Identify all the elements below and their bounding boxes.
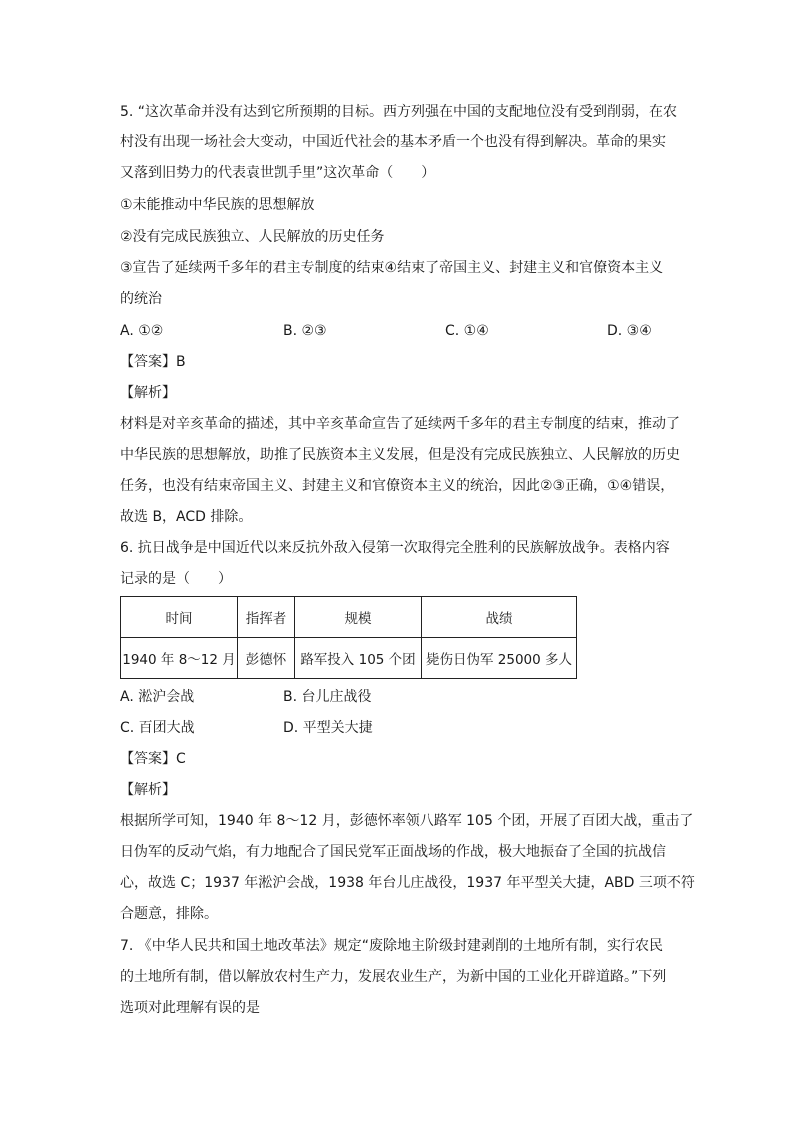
q5-stem-line: 5. “这次革命并没有达到它所预期的目标。西方列强在中国的支配地位没有受到削弱，在农 — [120, 104, 678, 120]
table-cell: 1940 年 8～12 月 — [121, 638, 238, 679]
q5-analysis-label: 【解析】 — [120, 385, 176, 401]
q6-analysis-label: 【解析】 — [120, 782, 176, 798]
q6-option-a: A. 淞沪会战 — [120, 689, 195, 705]
table-row — [121, 638, 577, 679]
table-cell: 毙伤日伪军 25000 多人 — [422, 638, 577, 679]
q6-option-c: C. 百团大战 — [120, 720, 195, 736]
q6-analysis-line: 根据所学可知，1940 年 8～12 月，彭德怀率领八路军 105 个团，开展了百团大战，重击了 — [120, 813, 694, 829]
q7-stem-line: 7. 《中华人民共和国土地改革法》规定“废除地主阶级封建剥削的土地所有制，实行农民 — [120, 938, 664, 954]
q5-item: ③宣告了延续两千多年的君主专制度的结束④结束了帝国主义、封建主义和官僚资本主义 — [120, 260, 664, 276]
q6-analysis-line: 合题意，排除。 — [120, 906, 218, 922]
q7-stem-line: 选项对此理解有误的是 — [120, 1000, 260, 1016]
q5-analysis-line: 材料是对辛亥革命的描述，其中辛亥革命宣告了延续两千多年的君主专制度的结束，推动了 — [120, 416, 680, 432]
q6-analysis-line: 日伪军的反动气焰，有力地配合了国民党军正面战场的作战，极大地振奋了全国的抗战信 — [120, 844, 666, 860]
table-cell: 路军投入 105 个团 — [295, 638, 422, 679]
q5-option-a: A. ①② — [120, 323, 164, 339]
table-header-row — [121, 597, 577, 638]
q6-analysis-line: 心，故选 C；1937 年淞沪会战，1938 年台儿庄战役，1937 年平型关大捷，ABD 三项不符 — [120, 875, 695, 891]
q5-analysis-line: 任务，也没有结束帝国主义、封建主义和官僚资本主义的统治，因此②③正确，①④错误， — [120, 478, 675, 494]
q7-stem-line: 的土地所有制，借以解放农村生产力，发展农业生产，为新中国的工业化开辟道路。”下列 — [120, 969, 667, 985]
q6-option-b: B. 台儿庄战役 — [283, 689, 372, 705]
q6-option-d: D. 平型关大捷 — [283, 720, 373, 736]
q5-stem-line: 又落到旧势力的代表袁世凯手里”这次革命（ ） — [120, 165, 436, 181]
battle-table — [120, 596, 577, 679]
q5-item: 的统治 — [120, 291, 162, 307]
q5-item: ②没有完成民族独立、人民解放的历史任务 — [120, 229, 385, 245]
q6-stem-line: 6. 抗日战争是中国近代以来反抗外敌入侵第一次取得完全胜利的民族解放战争。表格内容 — [120, 540, 670, 556]
q5-stem-line: 村没有出现一场社会大变动，中国近代社会的基本矛盾一个也没有得到解决。革命的果实 — [120, 134, 666, 150]
table-header-cell: 规模 — [295, 597, 422, 638]
q5-option-c: C. ①④ — [445, 323, 489, 339]
q5-option-d: D. ③④ — [607, 323, 652, 339]
q5-option-b: B. ②③ — [283, 323, 327, 339]
table-cell: 彭德怀 — [238, 638, 295, 679]
q6-stem-line: 记录的是（ ） — [120, 571, 232, 587]
q5-item: ①未能推动中华民族的思想解放 — [120, 197, 315, 213]
q6-answer: 【答案】C — [120, 751, 186, 767]
table-header-cell: 指挥者 — [238, 597, 295, 638]
table-header-cell: 战绩 — [422, 597, 577, 638]
q5-analysis-line: 中华民族的思想解放，助推了民族资本主义发展，但是没有完成民族独立、人民解放的历史 — [120, 447, 680, 463]
table-header-cell: 时间 — [121, 597, 238, 638]
q5-answer: 【答案】B — [120, 354, 186, 370]
q5-analysis-line: 故选 B，ACD 排除。 — [120, 509, 253, 525]
